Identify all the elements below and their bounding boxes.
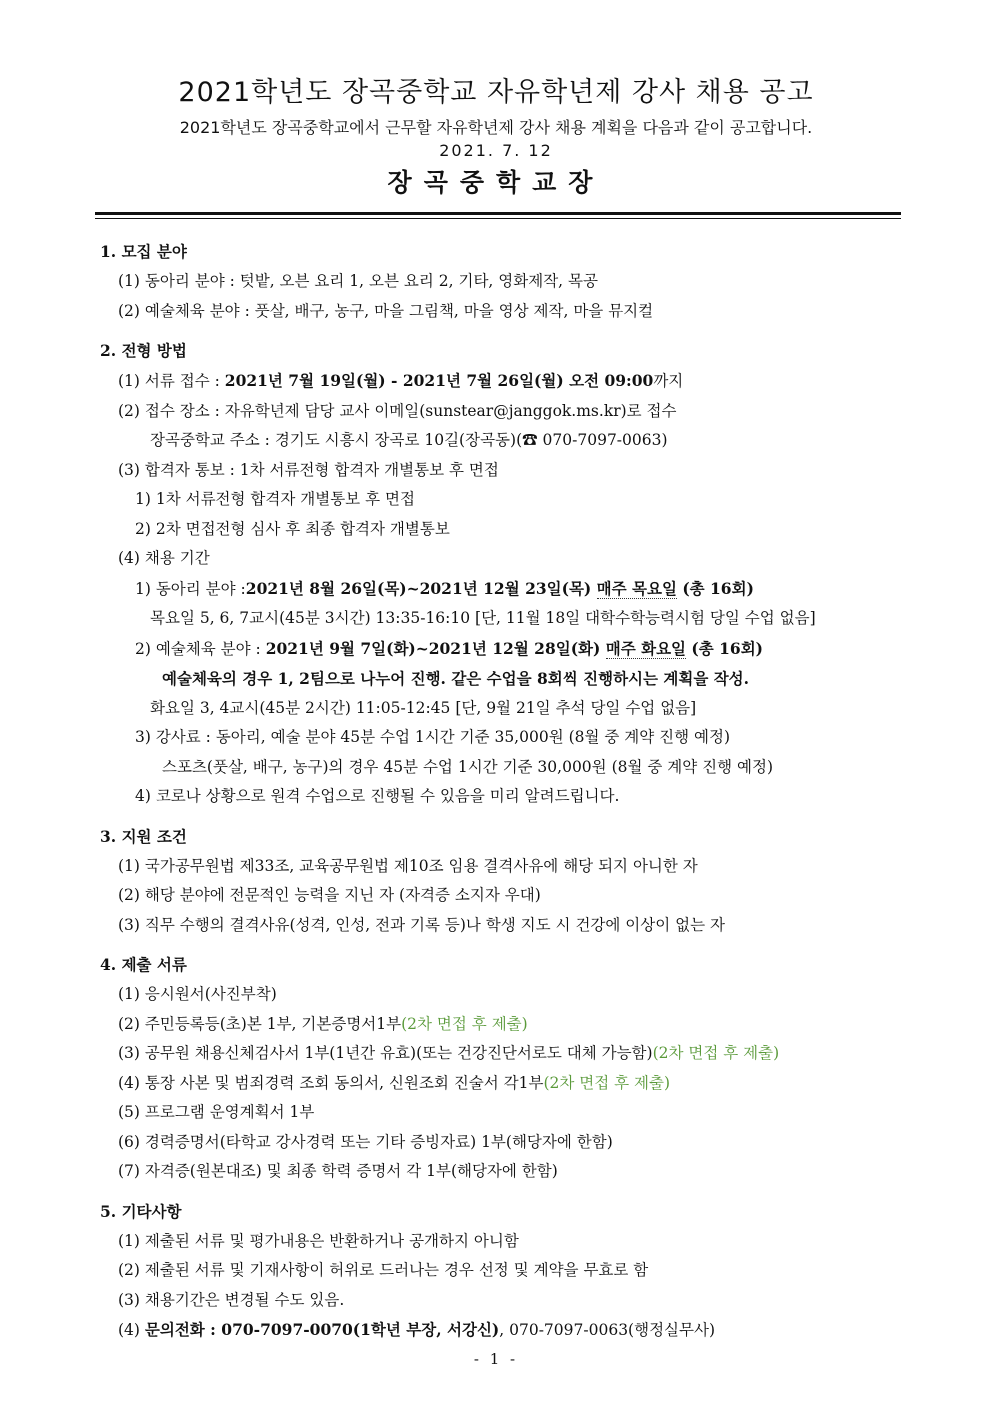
list-item: (2) 예술체육 분야 : 풋살, 배구, 농구, 마을 그림책, 마을 영상 제작, 마을 뮤지컬 bbox=[118, 301, 654, 320]
list-item: (7) 자격증(원본대조) 및 최종 학력 증명서 각 1부(해당자에 한함) bbox=[118, 1162, 558, 1180]
contact-line: (4) 문의전화 : 070-7097-0070(1학년 부장, 서강신), 070-7097-0063(행정실무사) bbox=[118, 1320, 716, 1339]
notice-date: 2021. 7. 12 bbox=[439, 141, 553, 160]
list-item: (2) 주민등록등(초)본 1부, 기본증명서1부(2차 면접 후 제출) bbox=[118, 1014, 528, 1033]
page-title: 2021학년도 장곡중학교 자유학년제 강사 채용 공고 bbox=[178, 77, 814, 108]
list-item: (6) 경력증명서(타학교 강사경력 또는 기타 증빙자료) 1부(해당자에 한함) bbox=[118, 1132, 613, 1151]
section-heading-recruitment: 1. 모집 분야 bbox=[100, 242, 187, 261]
list-item: 장곡중학교 주소 : 경기도 시흥시 장곡로 10길(장곡동)(☎ 070-7097-0063) bbox=[150, 431, 668, 449]
header-divider-thick bbox=[95, 212, 901, 215]
list-item: (1) 서류 접수 : 2021년 7월 19일(월) - 2021년 7월 26일(월) 오전 09:00까지 bbox=[118, 371, 684, 390]
list-item: (2) 해당 분야에 전문적인 능력을 지닌 자 (자격증 소지자 우대) bbox=[118, 886, 541, 904]
list-item: (4) 채용 기간 bbox=[118, 549, 210, 567]
section-heading-documents: 4. 제출 서류 bbox=[100, 955, 187, 974]
list-item: 3) 강사료 : 동아리, 예술 분야 45분 수업 1시간 기준 35,000원 (8월 중 계약 진행 예정) bbox=[135, 728, 731, 746]
list-item: 2) 2차 면접전형 심사 후 최종 합격자 개별통보 bbox=[135, 519, 450, 538]
list-item: (1) 응시원서(사진부착) bbox=[118, 985, 277, 1003]
intro-text: 2021학년도 장곡중학교에서 근무할 자유학년제 강사 채용 계획을 다음과 같이 공고합니다. bbox=[179, 118, 813, 137]
list-item: 스포츠(풋살, 배구, 농구)의 경우 45분 수업 1시간 기준 30,000원 (8월 중 계약 진행 예정) bbox=[162, 757, 774, 776]
section-heading-other: 5. 기타사항 bbox=[100, 1201, 182, 1221]
list-item: (3) 채용기간은 변경될 수도 있음. bbox=[118, 1290, 345, 1309]
list-item: 4) 코로나 상황으로 원격 수업으로 진행될 수 있음을 미리 알려드립니다. bbox=[135, 787, 620, 805]
list-item: (2) 제출된 서류 및 기재사항이 허위로 드러나는 경우 선정 및 계약을 무효로 함 bbox=[118, 1261, 649, 1279]
section-heading-qualifications: 3. 지원 조건 bbox=[100, 826, 187, 846]
list-item: 화요일 3, 4교시(45분 2시간) 11:05-12:45 [단, 9월 21일 추석 당일 수업 없음] bbox=[150, 698, 697, 717]
list-item: (3) 합격자 통보 : 1차 서류전형 합격자 개별통보 후 면접 bbox=[118, 460, 499, 479]
list-item: (1) 동아리 분야 : 텃밭, 오븐 요리 1, 오븐 요리 2, 기타, 영화제작, 목공 bbox=[118, 272, 598, 290]
list-item: (3) 공무원 채용신체검사서 1부(1년간 유효)(또는 건강진단서로도 대체 가능함)(2차 면접 후 제출) bbox=[118, 1044, 780, 1062]
header-divider-thin bbox=[95, 218, 901, 219]
list-item: 2) 예술체육 분야 : 2021년 9월 7일(화)~2021년 12월 28일(화) 매주 화요일 (총 16회) bbox=[135, 638, 764, 658]
list-item: 예술체육의 경우 1, 2팀으로 나누어 진행. 같은 수업을 8회씩 진행하시는 계획을 작성. bbox=[162, 669, 750, 688]
list-item: (1) 제출된 서류 및 평가내용은 반환하거나 공개하지 아니함 bbox=[118, 1231, 519, 1250]
list-item: (4) 통장 사본 및 범죄경력 조회 동의서, 신원조회 진술서 각1부(2차 면접 후 제출) bbox=[118, 1073, 671, 1092]
signature: 장곡중학교장 bbox=[387, 168, 605, 197]
document-body bbox=[100, 230, 900, 1346]
page-number: - 1 - bbox=[473, 1350, 519, 1368]
list-item: 1) 1차 서류전형 합격자 개별통보 후 면접 bbox=[135, 490, 415, 508]
list-item: 1) 동아리 분야 :2021년 8월 26일(목)~2021년 12월 23일(목) 매주 목요일 (총 16회) bbox=[135, 578, 754, 598]
list-item: (3) 직무 수행의 결격사유(성격, 인성, 전과 기록 등)나 학생 지도 시 건강에 이상이 없는 자 bbox=[118, 915, 725, 934]
list-item: (1) 국가공무원법 제33조, 교육공무원법 제10조 임용 결격사유에 해당 되지 아니한 자 bbox=[118, 856, 698, 875]
section-heading-selection: 2. 전형 방법 bbox=[100, 341, 187, 360]
list-item: (5) 프로그램 운영계획서 1부 bbox=[118, 1103, 315, 1121]
list-item: (2) 접수 장소 : 자유학년제 담당 교사 이메일(sunstear@janggok.ms.kr)로 접수 bbox=[118, 401, 677, 420]
list-item: 목요일 5, 6, 7교시(45분 3시간) 13:35-16:10 [단, 11월 18일 대학수학능력시험 당일 수업 없음] bbox=[150, 609, 816, 627]
